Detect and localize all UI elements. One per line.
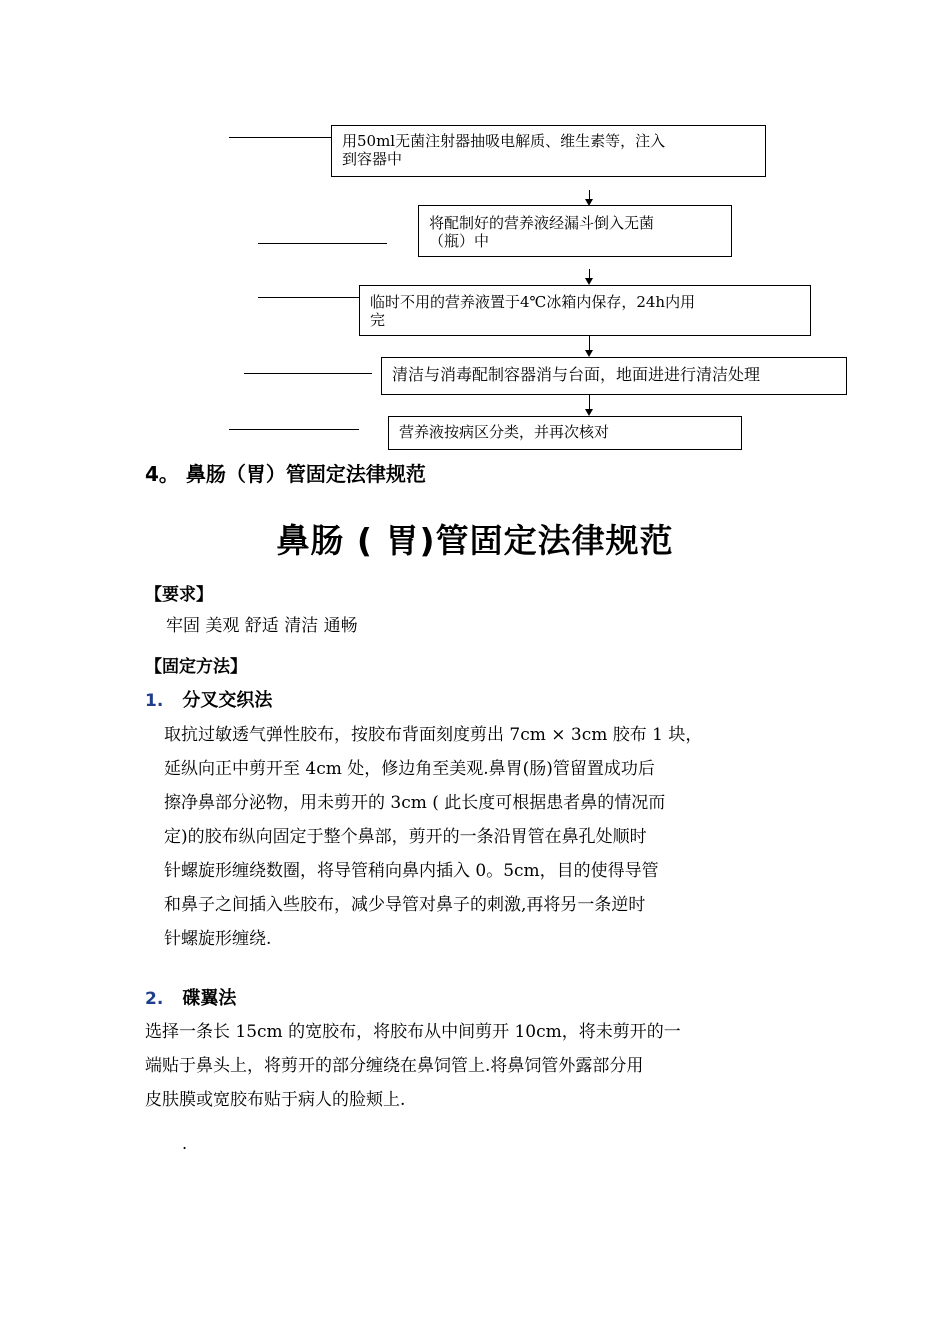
- paragraph-line: 擦净鼻部分泌物，用未剪开的 3cm ( 此长度可根据患者鼻的情况而: [164, 793, 666, 813]
- page-title: 鼻肠 ( 胃)管固定法律规范: [276, 521, 674, 560]
- method-1-heading: [145, 686, 272, 712]
- flow-step-box: [381, 357, 847, 395]
- flow-step-text: （瓶）中: [429, 232, 490, 250]
- flow-arrow-shaft: [589, 336, 590, 350]
- method-name: 碟翼法: [182, 988, 237, 1009]
- flow-step-box: [359, 285, 811, 336]
- paragraph-line: 和鼻子之间插入些胶布，减少导管对鼻子的刺激,再将另一条逆时: [164, 895, 646, 915]
- paragraph-line: 端贴于鼻头上，将剪开的部分缠绕在鼻饲管上.将鼻饲管外露部分用: [145, 1056, 644, 1076]
- requirements-label: 【要求】: [145, 585, 213, 605]
- connector-line: [229, 429, 359, 430]
- flow-step-text: 营养液按病区分类，并再次核对: [399, 423, 610, 441]
- connector-line: [258, 297, 359, 298]
- flow-step-text: 完: [370, 311, 386, 329]
- method-1-body: [164, 718, 844, 956]
- flow-step-text: 临时不用的营养液置于4℃冰箱内保存，24h内用: [370, 293, 696, 311]
- method-number: 2.: [145, 989, 164, 1009]
- method-name: 分叉交织法: [182, 690, 273, 711]
- arrow-down-icon: [585, 278, 593, 285]
- paragraph-line: 选择一条长 15cm 的宽胶布，将胶布从中间剪开 10cm，将未剪开的一: [145, 1022, 681, 1042]
- flow-step-text: 将配制好的营养液经漏斗倒入无菌: [429, 214, 655, 232]
- paragraph-line: 针螺旋形缠绕数圈，将导管稍向鼻内插入 0。5cm，目的使得导管: [164, 861, 659, 881]
- paragraph-line: 取抗过敏透气弹性胶布，按胶布背面刻度剪出 7cm × 3cm 胶布 1 块，: [164, 725, 703, 745]
- flow-step-box: [388, 416, 742, 450]
- flow-arrow-shaft: [589, 269, 590, 278]
- paragraph-line: 延纵向正中剪开至 4cm 处，修边角至美观.鼻胃(肠)管留置成功后: [164, 759, 655, 779]
- connector-line: [244, 373, 372, 374]
- arrow-down-icon: [585, 350, 593, 357]
- paragraph-line: 定)的胶布纵向固定于整个鼻部，剪开的一条沿胃管在鼻孔处顺时: [164, 827, 647, 847]
- method-2-heading: [145, 984, 236, 1010]
- flow-arrow-shaft: [589, 395, 590, 409]
- method-number: 1.: [145, 691, 164, 711]
- connector-line: [229, 137, 331, 138]
- methods-label: 【固定方法】: [145, 657, 247, 677]
- method-2-body: [145, 1015, 845, 1117]
- flow-step-text: 到容器中: [342, 150, 403, 168]
- flow-step-box: [418, 205, 732, 257]
- flow-step-text: 用50ml无菌注射器抽吸电解质、维生素等，注入: [342, 132, 666, 150]
- requirements-text: 牢固 美观 舒适 清洁 通畅: [166, 616, 358, 636]
- flow-step-box: [331, 125, 766, 177]
- paragraph-line: 针螺旋形缠绕.: [164, 929, 272, 949]
- connector-line: [258, 243, 387, 244]
- paragraph-line: 皮肤膜或宽胶布贴于病人的脸颊上.: [145, 1090, 406, 1110]
- section-heading: 4。 鼻肠（胃）管固定法律规范: [145, 462, 426, 486]
- arrow-down-icon: [585, 409, 593, 416]
- flow-step-text: 清洁与消毒配制容器消与台面，地面进进行清洁处理: [392, 365, 761, 384]
- trailing-mark: .: [182, 1134, 188, 1153]
